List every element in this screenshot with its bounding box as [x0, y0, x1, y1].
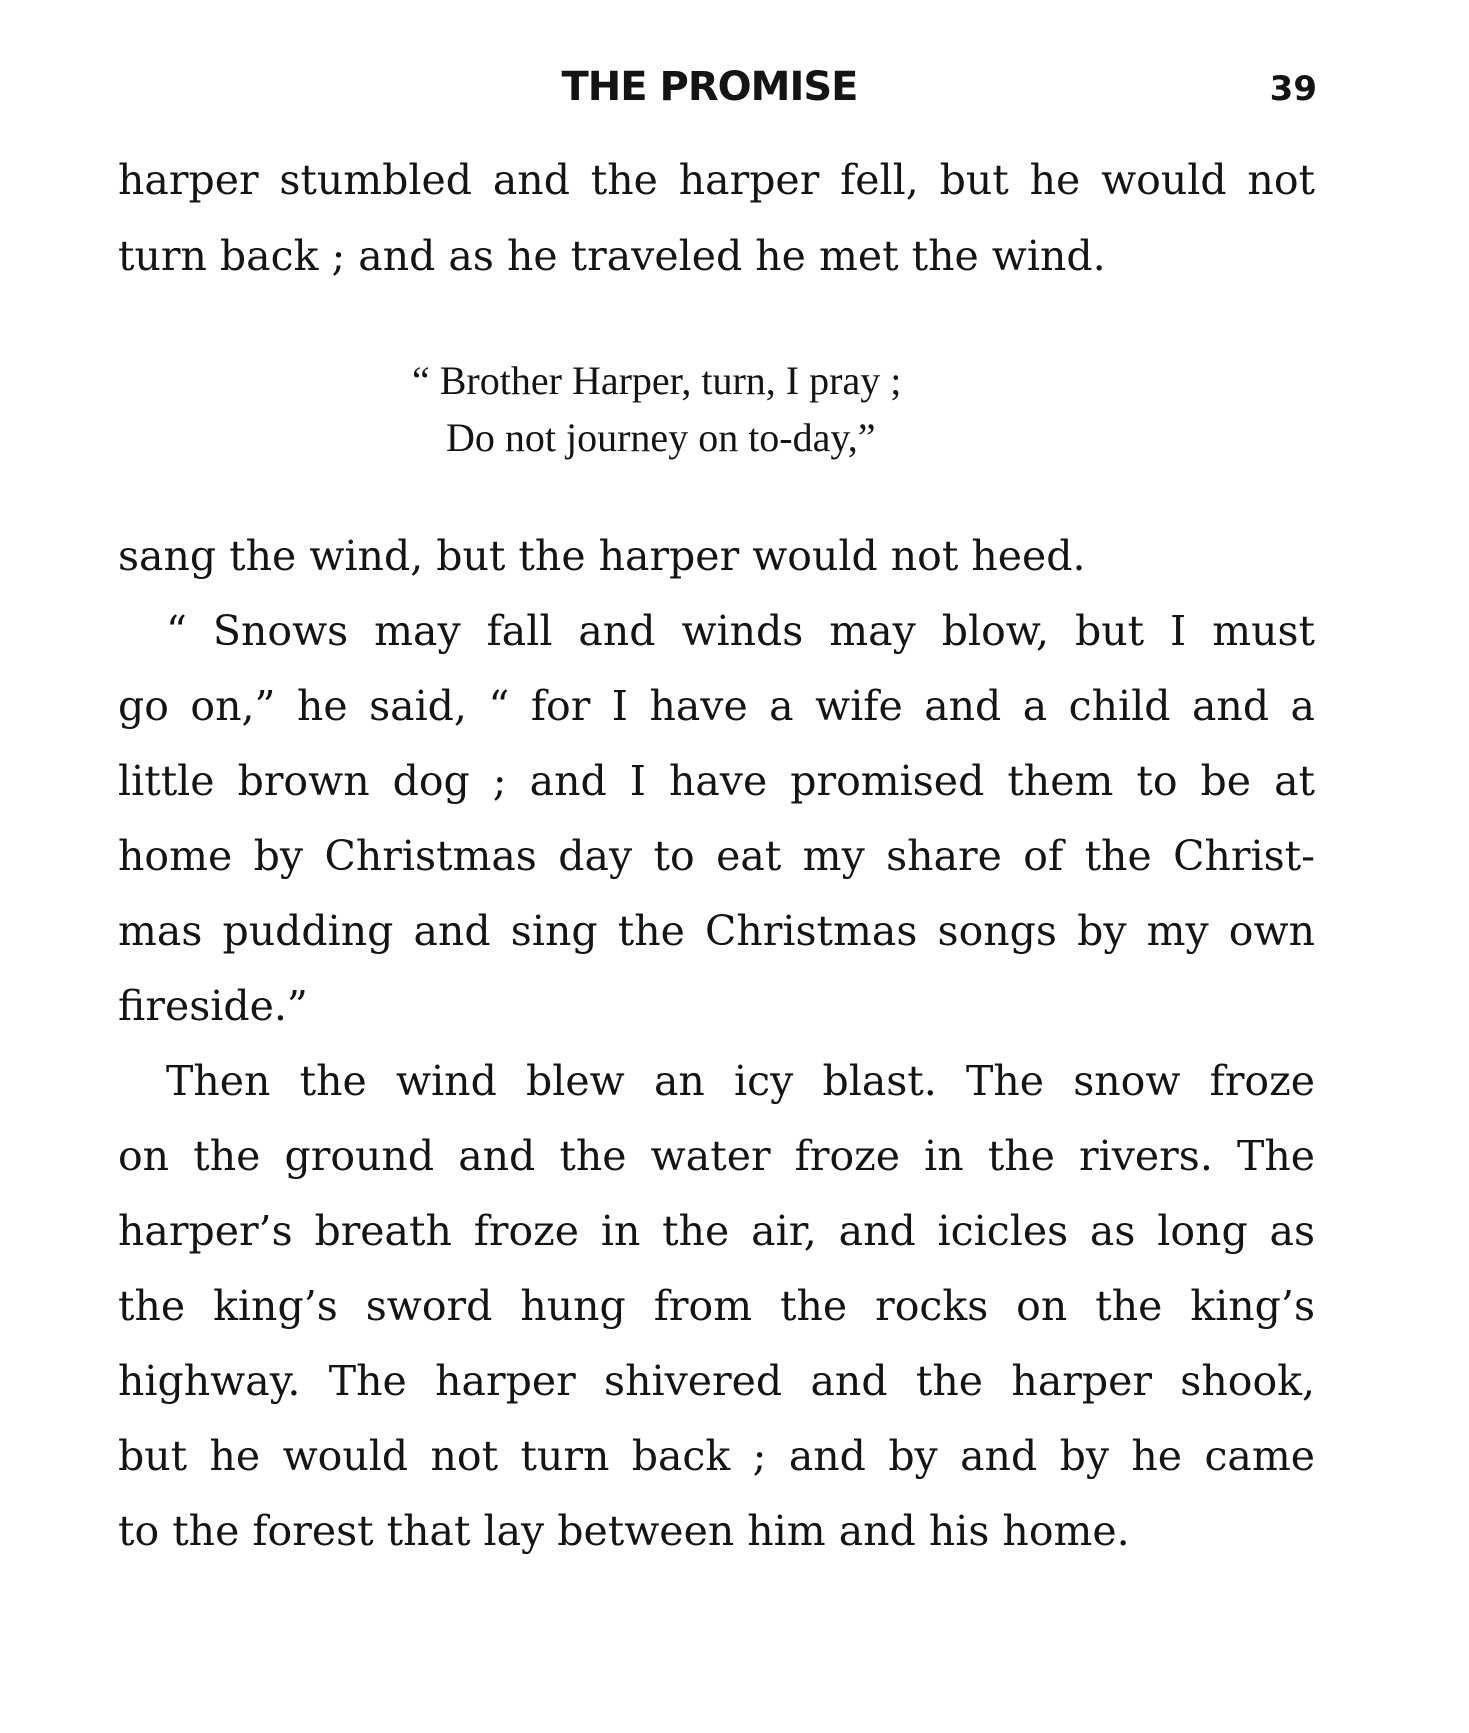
text-line: mas pudding and sing the Christmas songs by my own [118, 907, 1315, 955]
text-line: home by Christmas day to eat my share of the Christ- [118, 832, 1315, 880]
text-line: the king’s sword hung from the rocks on the king’s [118, 1282, 1315, 1330]
text-line: little brown dog ; and I have promised them to be at [118, 757, 1315, 805]
text-line: Then the wind blew an icy blast. The snow froze [166, 1057, 1315, 1105]
text-line: go on,” he said, “ for I have a wife and a child and a [118, 682, 1315, 730]
verse-line: Do not journey on to-day,” [446, 415, 876, 460]
text-line: “ Snows may fall and winds may blow, but I must [166, 607, 1315, 655]
text-line: turn back ; and as he traveled he met the wind. [118, 232, 1106, 280]
text-line: highway. The harper shivered and the harper shook, [118, 1357, 1315, 1405]
text-line: on the ground and the water froze in the rivers. The [118, 1132, 1315, 1180]
page-number: 39 [1269, 69, 1317, 109]
text-line: harper’s breath froze in the air, and icicles as long as [118, 1207, 1315, 1255]
text-line: sang the wind, but the harper would not heed. [118, 532, 1086, 580]
verse-line: “ Brother Harper, turn, I pray ; [412, 358, 902, 403]
text-line: to the forest that lay between him and his home. [118, 1507, 1130, 1555]
running-head-title: THE PROMISE [561, 64, 858, 110]
text-line: harper stumbled and the harper fell, but he would not [118, 156, 1315, 204]
text-line: but he would not turn back ; and by and by he came [118, 1432, 1315, 1480]
text-line: fireside.” [118, 982, 308, 1030]
